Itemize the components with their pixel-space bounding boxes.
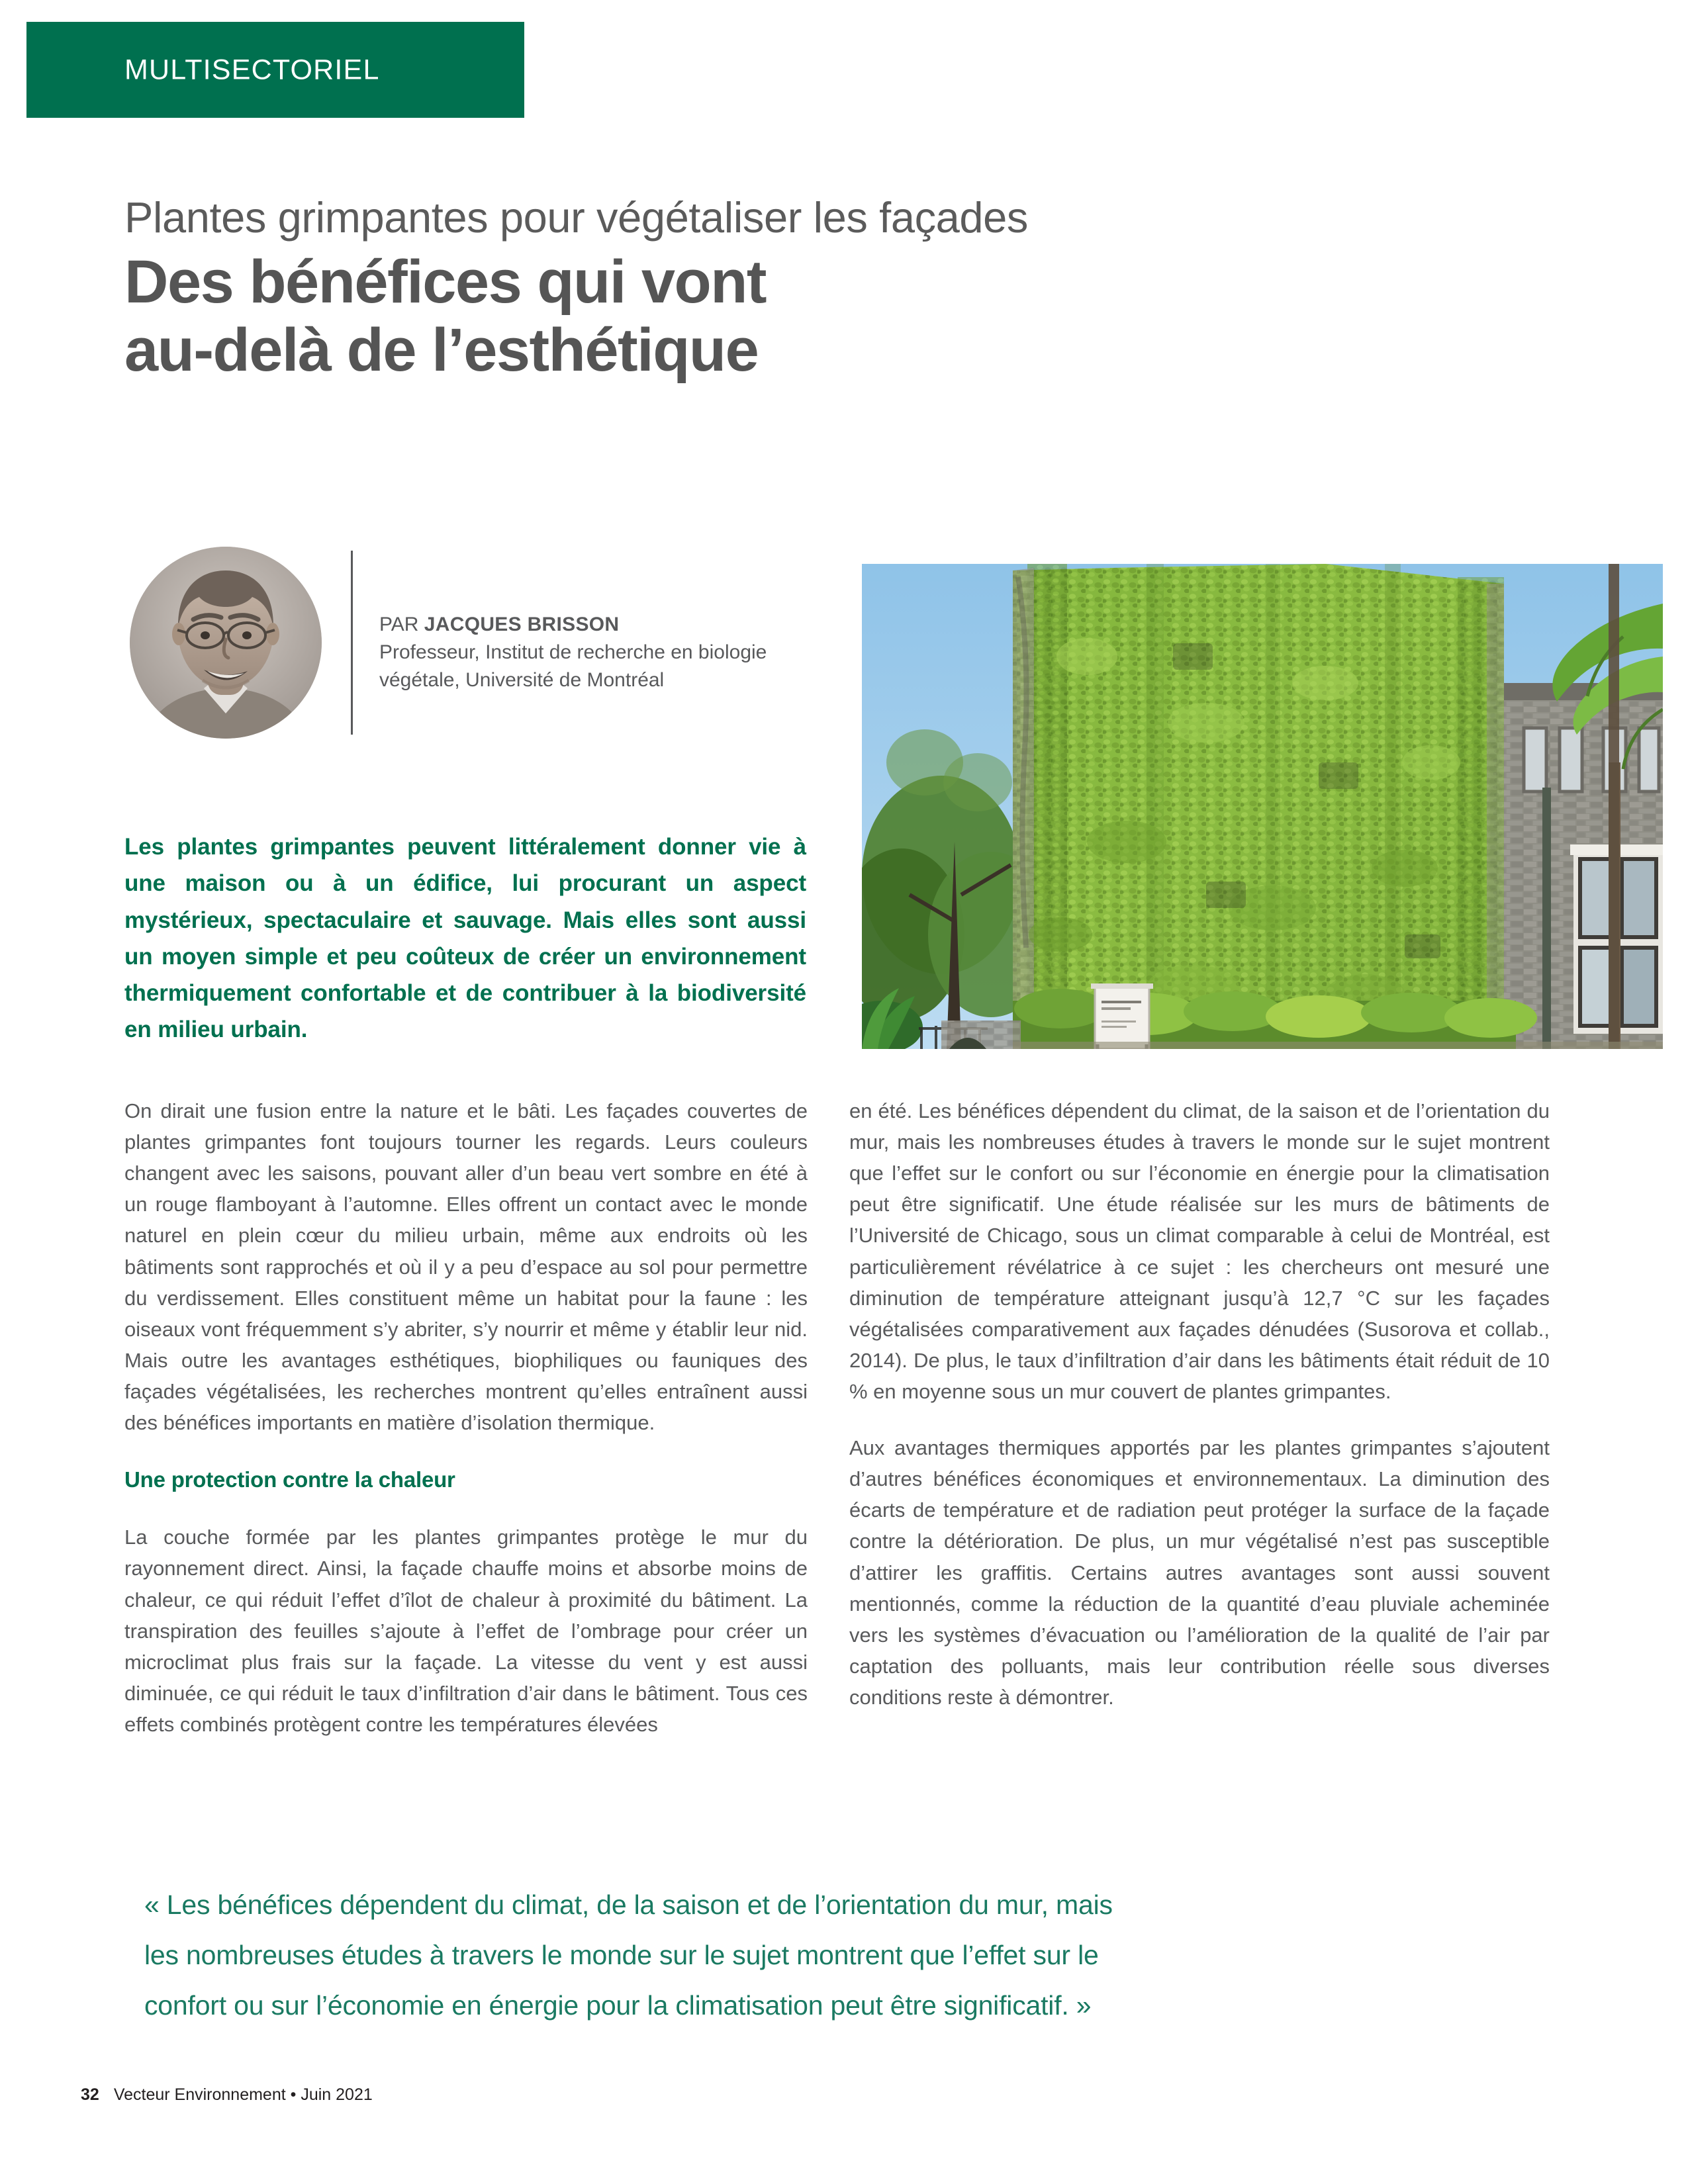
byline-text — [379, 547, 767, 694]
headline-line-1: Des bénéfices qui vont — [124, 248, 767, 316]
article-headline — [124, 248, 1568, 385]
pull-quote-line-2: les nombreuses études à travers le monde sur le sujet montrent que l’effet sur le — [144, 1939, 1099, 1970]
body-paragraph: On dirait une fusion entre la nature et le bâti. Les façades couvertes de plantes grimpantes font toujours tourner les regards. Leurs couleurs changent avec les saisons, pouvant aller d’un beau vert sombre en été à un rouge flamboyant à l’automne. Elles offrent un contact avec le monde naturel en plein cœur du milieu urbain, même aux endroits où les bâtiments sont rapprochés et où il y a peu d’espace au sol pour permettre du verdissement. Elles constituent même un habitat pour la faune : les oiseaux vont fréquemment s’y abriter, s’y nourrir et même y établir leur nid. Mais outre les avantages esthétiques, biophiliques ou fauniques des façades végétalisées, les recherches montrent qu’elles entraînent aussi des bénéfices importants en matière d’isolation thermique. — [124, 1099, 808, 1435]
author-byline — [130, 547, 805, 739]
byline-divider — [351, 551, 353, 735]
footer-source: Vecteur Environnement • Juin 2021 — [113, 2085, 373, 2104]
article-lead: Les plantes grimpantes peuvent littéralement donner vie à une maison ou à un édifice, lui procurant un aspect mystérieux, spectaculaire et sauvage. Mais elles sont aussi un moyen simple et peu coûteux de créer un environnement thermiquement confortable et de contribuer à la biodiversité en milieu urbain. — [124, 834, 806, 1043]
hero-photo — [862, 564, 1663, 1049]
byline-author-line — [379, 612, 767, 638]
page-footer — [81, 2085, 373, 2105]
byline-role-line-1: Professeur, Institut de recherche en biologie — [379, 641, 767, 664]
byline-role-line-2: végétale, Université de Montréal — [379, 669, 665, 692]
body-paragraph: en été. Les bénéfices dépendent du climat, de la saison et de l’orientation du mur, mais les nombreuses études à travers le monde sur le sujet montrent que l’effet sur le confort ou sur l’économie en énergie pour la climatisation peut être significatif. Une étude réalisée sur les murs de bâtiments de l’Université de Chicago, sous un climat comparable à celui de Montréal, est particulièrement révélatrice à ce sujet : les chercheurs ont mesuré une diminution de température atteignant jusqu’à 12,7 °C sur les façades végétalisées comparativement aux façades dénudées (Susorova et collab., 2014). De plus, le taux d’infiltration d’air dans les bâtiments était réduit de 10 % en moyenne sous un mur couvert de plantes grimpantes. — [849, 1099, 1550, 1403]
article-title-block — [124, 193, 1568, 385]
body-column-right — [849, 1095, 1550, 1713]
section-subhead-heat-protection: Une protection contre la chaleur — [124, 1467, 455, 1492]
footer-page-number: 32 — [81, 2085, 99, 2104]
pull-quote-line-3: confort ou sur l’économie en énergie pour la climatisation peut être significatif. » — [144, 1989, 1092, 2021]
section-banner — [26, 22, 524, 118]
section-banner-label: MULTISECTORIEL — [124, 54, 380, 85]
headline-line-2: au-delà de l’esthétique — [124, 316, 759, 384]
author-avatar — [130, 547, 322, 739]
body-paragraph: La couche formée par les plantes grimpantes protège le mur du rayonnement direct. Ainsi, la façade chauffe moins et absorbe moins de chaleur, ce qui réduit l’effet d’îlot de chaleur à proximité du bâtiment. La transpiration des feuilles s’ajoute à l’effet de l’ombrage pour créer un microclimat plus frais sur la façade. La vitesse du vent y est aussi diminuée, ce qui réduit le taux d’infiltration d’air dans le bâtiment. Tous ces effets combinés protègent contre les températures élevées — [124, 1525, 808, 1737]
pull-quote-line-1: « Les bénéfices dépendent du climat, de la saison et de l’orientation du mur, mais — [144, 1889, 1113, 1920]
body-column-left — [124, 1095, 808, 1740]
byline-par-label: PAR — [379, 614, 424, 635]
byline-author-name: JACQUES BRISSON — [424, 614, 620, 635]
body-paragraph: Aux avantages thermiques apportés par les plantes grimpantes s’ajoutent d’autres bénéfices économiques et environnementaux. La diminution des écarts de température et de radiation peut protéger la surface de la façade contre la détérioration. De plus, un mur végétalisé n’est pas susceptible d’attirer les graffitis. Certains autres avantages sont aussi souvent mentionnés, comme la réduction de la quantité d’eau pluviale acheminée vers les systèmes d’évacuation ou l’amélioration de la qualité de l’air par captation des polluants, mais leur contribution réelle sous diverses conditions reste à démontrer. — [849, 1436, 1550, 1709]
pull-quote — [144, 1880, 1468, 2031]
article-kicker: Plantes grimpantes pour végétaliser les façades — [124, 193, 1029, 242]
